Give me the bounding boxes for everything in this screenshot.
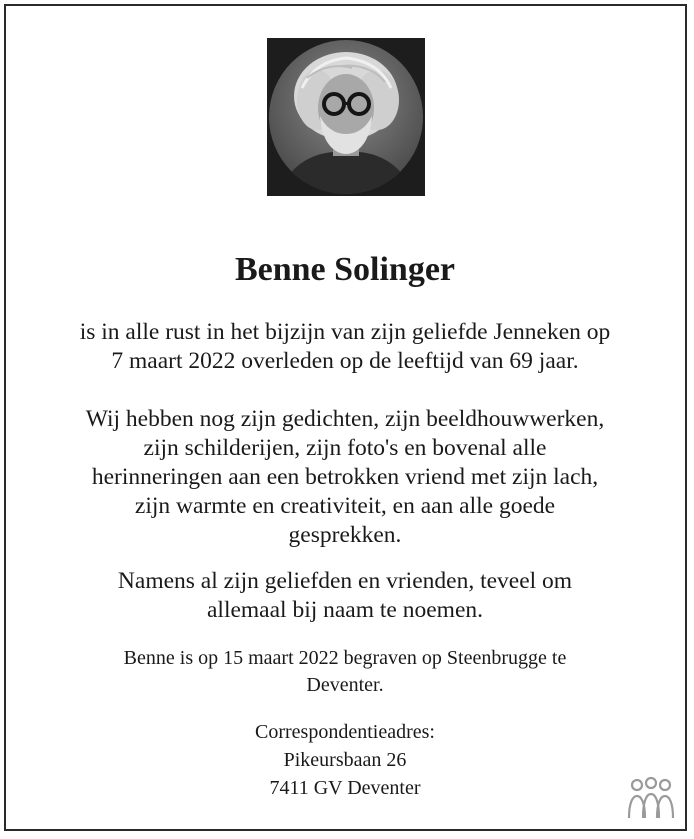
text-line: zijn schilderijen, zijn foto's en bovenal alle	[143, 435, 547, 461]
text-line: herinneringen aan een betrokken vriend met zijn lach,	[91, 464, 599, 490]
text-line: is in alle rust in het bijzijn van zijn geliefde Jenneken op	[79, 319, 611, 345]
text-line: Benne is op 15 maart 2022 begraven op Steenbrugge te	[123, 647, 567, 669]
on-behalf-paragraph	[20, 567, 670, 625]
correspondence-address	[20, 718, 670, 802]
text-line: allemaal bij naam te noemen.	[206, 597, 483, 623]
text-line: Deventer.	[306, 674, 384, 696]
deceased-name: Benne Solinger	[234, 251, 456, 288]
text-line: Namens al zijn geliefden en vrienden, teveel om	[117, 568, 573, 594]
portrait-photo	[267, 38, 425, 196]
memories-paragraph	[20, 405, 670, 550]
text-line: 7 maart 2022 overleden op de leeftijd van 69 jaar.	[111, 348, 579, 374]
address-street: Pikeursbaan 26	[283, 749, 407, 771]
address-city: 7411 GV Deventer	[269, 777, 421, 799]
text-line: Wij hebben nog zijn gedichten, zijn beeldhouwwerken,	[85, 406, 605, 432]
family-people-icon	[625, 776, 677, 822]
text-line: gesprekken.	[288, 522, 402, 548]
burial-paragraph	[20, 645, 670, 699]
death-announcement	[20, 318, 670, 376]
address-label: Correspondentieadres:	[255, 721, 435, 743]
text-line: zijn warmte en creativiteit, en aan alle goede	[134, 493, 556, 519]
